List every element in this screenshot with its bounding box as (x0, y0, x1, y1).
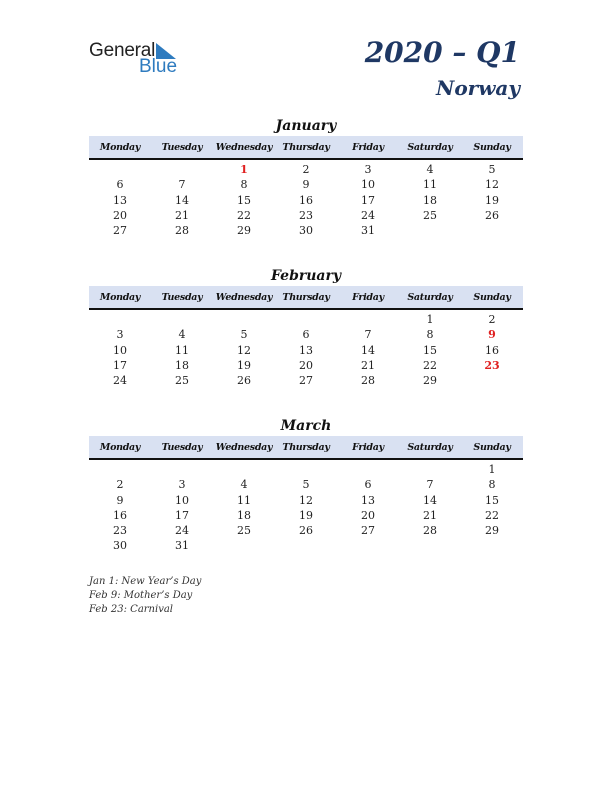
day-cell: 31 (175, 539, 189, 553)
day-cell: 8 (426, 328, 434, 342)
day-cell: 25 (423, 208, 437, 222)
weekday-label: Thursday (282, 291, 330, 303)
day-cell: 14 (423, 493, 437, 507)
day-cell: 25 (175, 374, 189, 388)
day-cell: 10 (113, 343, 127, 357)
weekday-label: Wednesday (215, 441, 273, 453)
day-cell: 4 (426, 163, 434, 176)
day-cell: 16 (485, 343, 499, 357)
day-cell: 22 (237, 208, 251, 222)
empty-cell (275, 462, 337, 477)
day-grid (89, 462, 523, 554)
month-name: March (280, 418, 332, 434)
day-cell: 17 (175, 508, 189, 522)
day-cell: 1 (426, 313, 434, 326)
day-cell: 11 (175, 343, 189, 357)
weekday-header (89, 136, 523, 160)
day-cell: 20 (361, 508, 375, 522)
day-cell: 23 (484, 358, 500, 372)
empty-cell (399, 462, 461, 477)
day-cell: 3 (116, 328, 124, 342)
month-march (89, 416, 523, 554)
day-cell: 26 (237, 374, 251, 388)
empty-cell (337, 538, 399, 553)
day-cell: 24 (113, 374, 127, 388)
empty-cell (461, 373, 523, 388)
weekday-label: Thursday (282, 441, 330, 453)
empty-cell (337, 312, 399, 327)
day-cell: 13 (113, 193, 127, 207)
day-cell: 1 (240, 163, 248, 176)
weekday-label: Sunday (473, 441, 511, 453)
day-cell: 23 (299, 208, 313, 222)
month-name: February (270, 268, 341, 284)
empty-cell (461, 223, 523, 238)
day-cell: 24 (361, 208, 375, 222)
day-cell: 5 (240, 328, 248, 342)
day-cell: 30 (299, 224, 313, 238)
day-cell: 8 (488, 478, 496, 492)
month-name: January (275, 118, 337, 134)
day-cell: 9 (488, 328, 496, 342)
day-cell: 26 (485, 208, 499, 222)
day-cell: 7 (426, 478, 434, 492)
day-cell: 21 (423, 508, 437, 522)
empty-cell (275, 538, 337, 553)
weekday-label: Monday (99, 291, 141, 303)
day-cell: 12 (299, 493, 313, 507)
holiday-notes (89, 575, 201, 617)
day-cell: 29 (423, 374, 437, 388)
day-cell: 29 (237, 224, 251, 238)
day-cell: 19 (237, 358, 251, 372)
day-cell: 12 (485, 178, 499, 192)
day-cell: 4 (240, 478, 248, 492)
day-grid (89, 312, 523, 388)
day-cell: 7 (178, 178, 186, 192)
empty-cell (399, 223, 461, 238)
empty-cell (89, 312, 151, 327)
day-cell: 2 (116, 478, 124, 492)
logo-general-text: General (89, 40, 156, 61)
empty-cell (151, 162, 213, 177)
weekday-header (89, 436, 523, 460)
day-cell: 24 (175, 524, 189, 538)
day-cell: 2 (302, 163, 310, 176)
day-cell: 16 (113, 508, 127, 522)
holiday-note: Feb 23: Carnival (89, 604, 174, 615)
day-cell: 12 (237, 343, 251, 357)
day-cell: 21 (361, 358, 375, 372)
holiday-note: Jan 1: New Year’s Day (89, 576, 202, 587)
day-cell: 16 (299, 193, 313, 207)
day-cell: 6 (364, 478, 372, 492)
day-cell: 6 (302, 328, 310, 342)
day-cell: 15 (237, 193, 251, 207)
weekday-label: Sunday (473, 141, 511, 153)
day-cell: 19 (299, 508, 313, 522)
day-cell: 4 (178, 328, 186, 342)
weekday-header (89, 286, 523, 310)
empty-cell (399, 538, 461, 553)
empty-cell (213, 462, 275, 477)
day-cell: 10 (361, 178, 375, 192)
weekday-label: Friday (352, 441, 384, 453)
weekday-label: Wednesday (215, 291, 273, 303)
day-cell: 11 (423, 178, 437, 192)
day-cell: 21 (175, 208, 189, 222)
day-cell: 9 (116, 493, 124, 507)
weekday-label: Tuesday (161, 291, 203, 303)
logo (89, 40, 199, 80)
weekday-label: Sunday (473, 291, 511, 303)
day-cell: 27 (113, 224, 127, 238)
day-cell: 5 (302, 478, 310, 492)
holiday-note: Feb 9: Mother’s Day (89, 590, 193, 601)
day-cell: 20 (113, 208, 127, 222)
day-cell: 11 (237, 493, 251, 507)
day-cell: 5 (488, 163, 496, 176)
day-cell: 14 (361, 343, 375, 357)
empty-cell (89, 162, 151, 177)
empty-cell (461, 538, 523, 553)
month-february (89, 266, 523, 388)
day-cell: 14 (175, 193, 189, 207)
day-cell: 15 (485, 493, 499, 507)
day-cell: 18 (237, 508, 251, 522)
day-cell: 28 (361, 374, 375, 388)
day-cell: 19 (485, 193, 499, 207)
day-cell: 15 (423, 343, 437, 357)
day-cell: 13 (299, 343, 313, 357)
day-cell: 20 (299, 358, 313, 372)
day-cell: 18 (175, 358, 189, 372)
day-cell: 8 (240, 178, 248, 192)
weekday-label: Saturday (407, 441, 453, 453)
day-cell: 9 (302, 178, 310, 192)
day-cell: 10 (175, 493, 189, 507)
month-january (89, 116, 523, 238)
day-cell: 27 (299, 374, 313, 388)
day-cell: 13 (361, 493, 375, 507)
day-cell: 17 (361, 193, 375, 207)
day-cell: 30 (113, 539, 127, 553)
day-grid (89, 162, 523, 238)
day-cell: 25 (237, 524, 251, 538)
page-title: 2020 – Q1 (364, 36, 520, 69)
weekday-label: Friday (352, 141, 384, 153)
weekday-label: Thursday (282, 141, 330, 153)
day-cell: 31 (361, 224, 375, 238)
weekday-label: Monday (99, 141, 141, 153)
day-cell: 22 (423, 358, 437, 372)
day-cell: 18 (423, 193, 437, 207)
weekday-label: Tuesday (161, 141, 203, 153)
empty-cell (89, 462, 151, 477)
empty-cell (151, 312, 213, 327)
empty-cell (213, 538, 275, 553)
day-cell: 23 (113, 524, 127, 538)
day-cell: 3 (364, 163, 372, 176)
weekday-label: Monday (99, 441, 141, 453)
page-subtitle: Norway (436, 76, 520, 100)
weekday-label: Wednesday (215, 141, 273, 153)
day-cell: 27 (361, 524, 375, 538)
day-cell: 28 (175, 224, 189, 238)
day-cell: 28 (423, 524, 437, 538)
day-cell: 1 (488, 463, 496, 476)
day-cell: 26 (299, 524, 313, 538)
day-cell: 29 (485, 524, 499, 538)
empty-cell (337, 462, 399, 477)
weekday-label: Friday (352, 291, 384, 303)
logo-blue-text: Blue (139, 56, 178, 77)
day-cell: 3 (178, 478, 186, 492)
day-cell: 17 (113, 358, 127, 372)
empty-cell (213, 312, 275, 327)
day-cell: 22 (485, 508, 499, 522)
day-cell: 2 (488, 313, 496, 326)
day-cell: 6 (116, 178, 124, 192)
empty-cell (275, 312, 337, 327)
weekday-label: Saturday (407, 141, 453, 153)
weekday-label: Saturday (407, 291, 453, 303)
weekday-label: Tuesday (161, 441, 203, 453)
empty-cell (151, 462, 213, 477)
day-cell: 7 (364, 328, 372, 342)
